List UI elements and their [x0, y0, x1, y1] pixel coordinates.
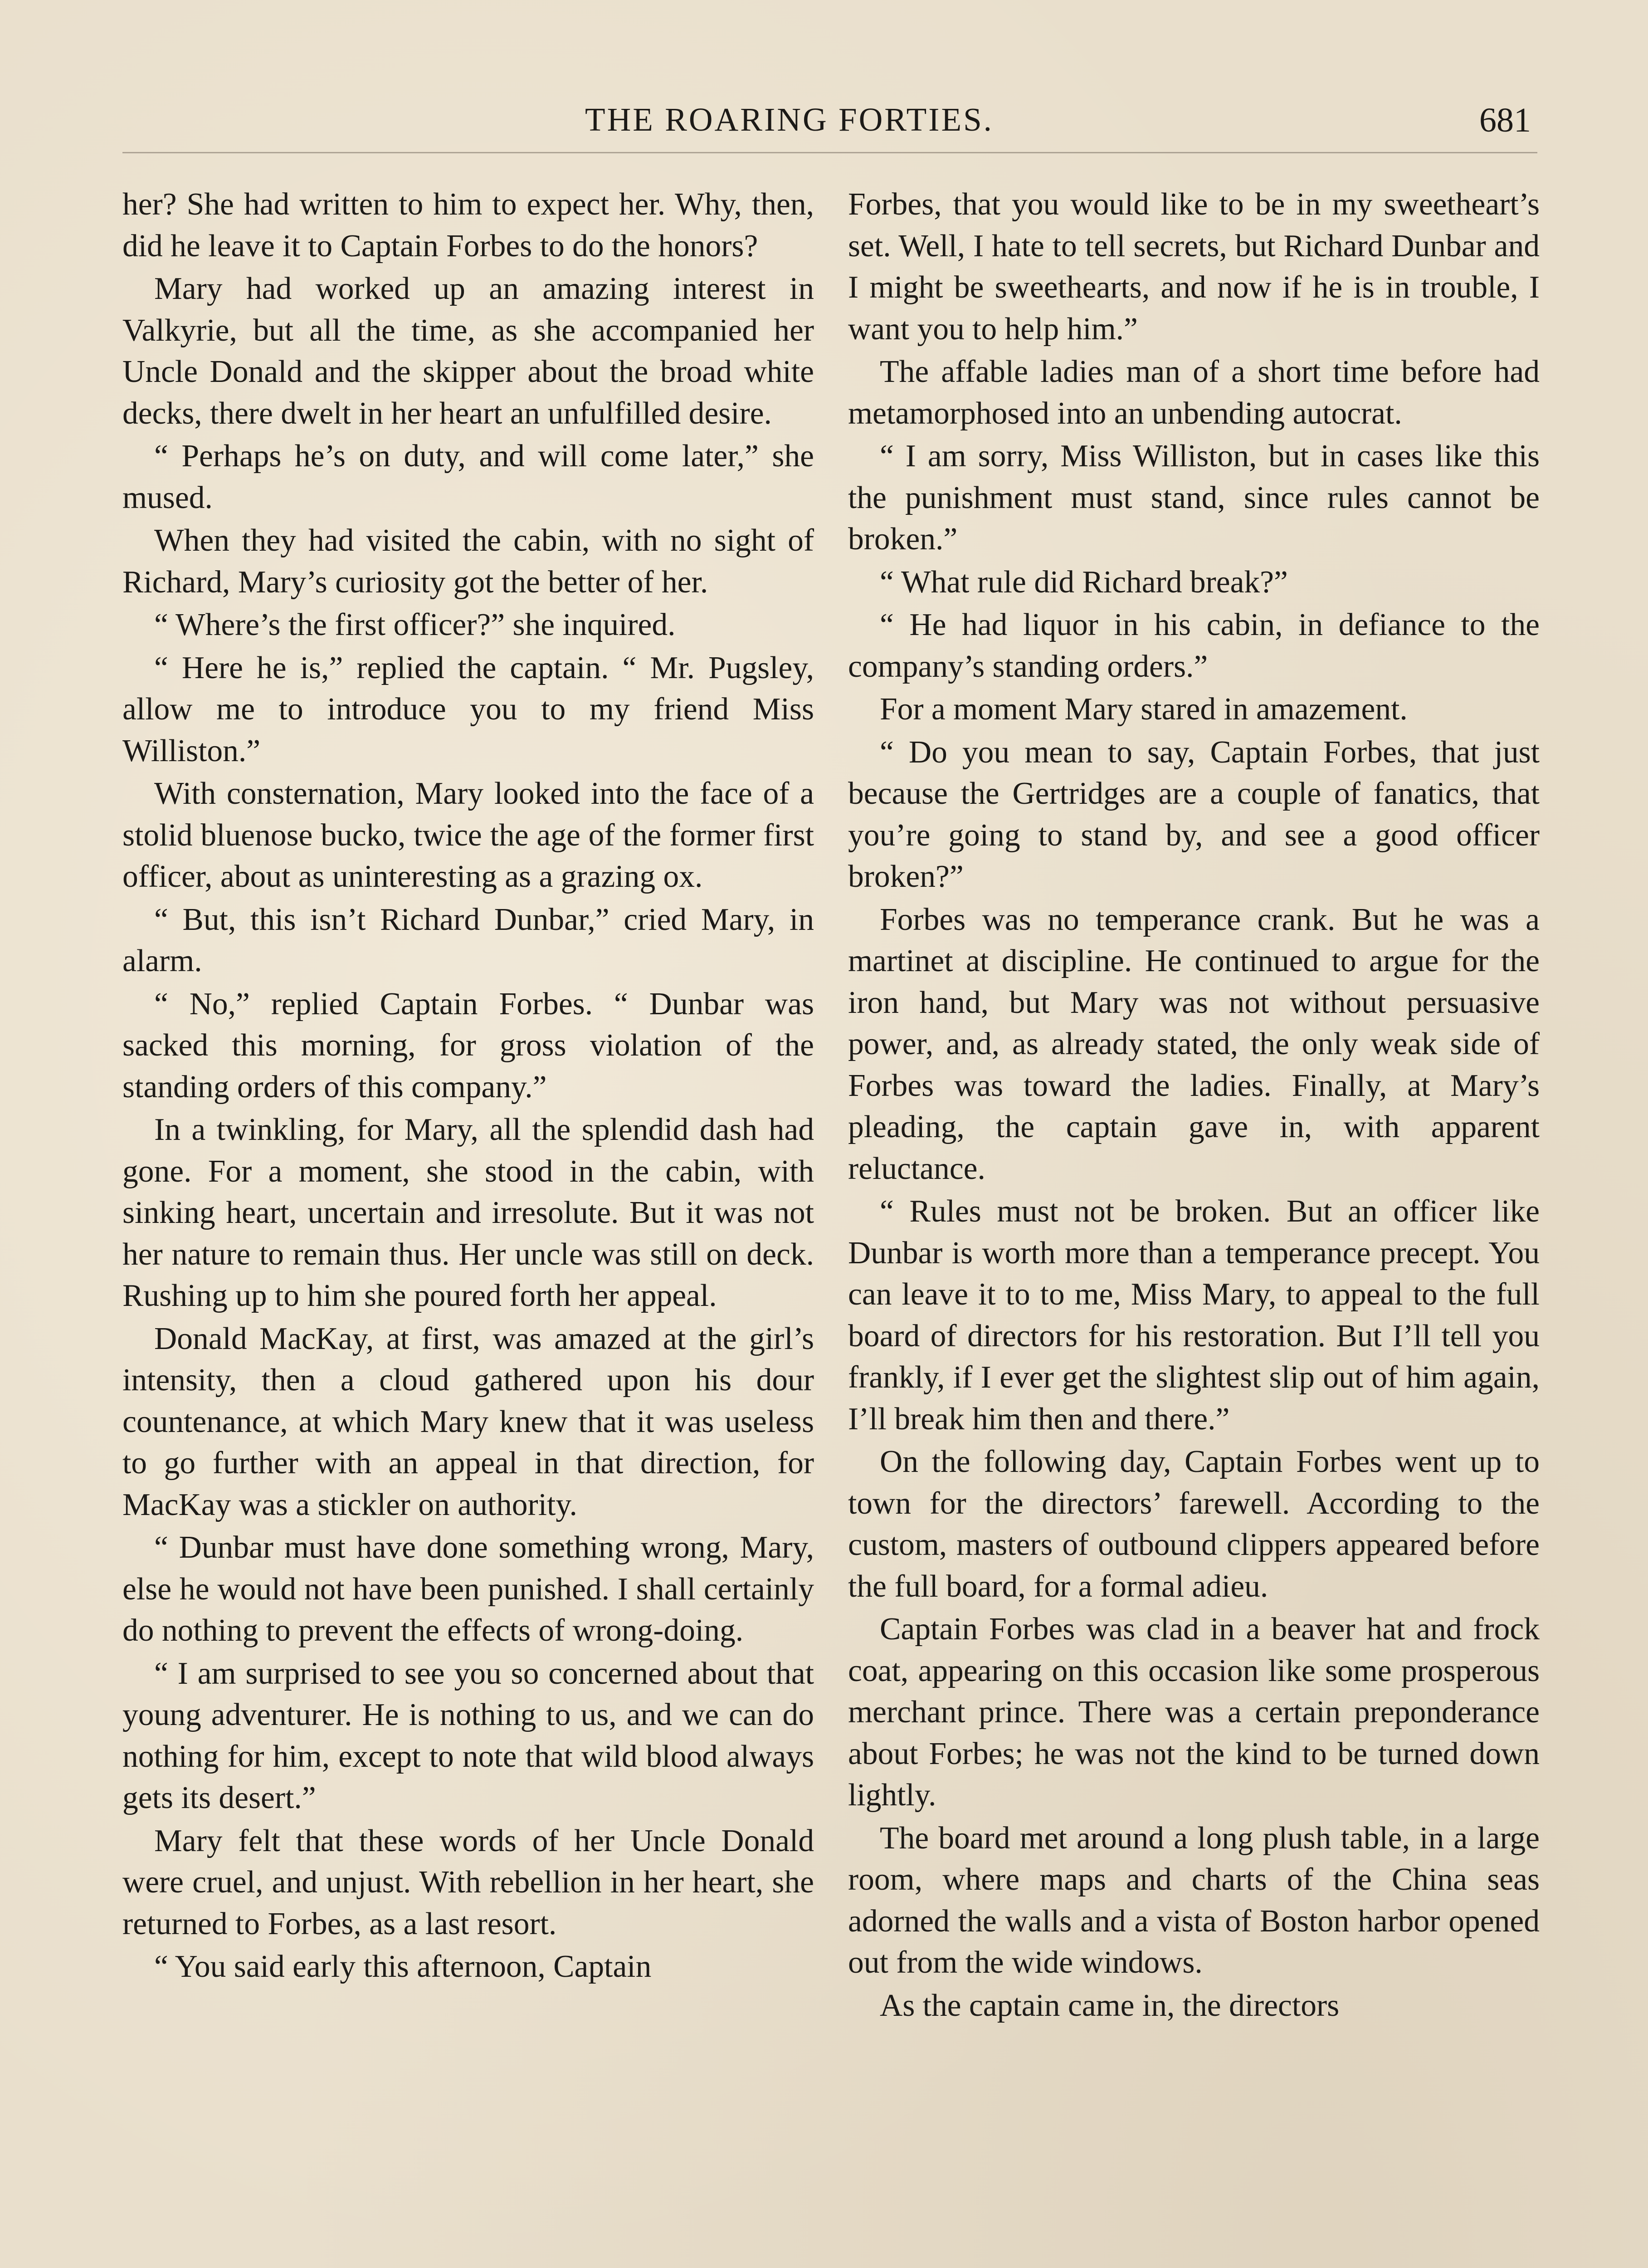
paragraph: Captain Forbes was clad in a beaver hat and frock coat, appearing on this occasion like some prosperous merchant prince. There was a certain preponderance about Forbes; he was not the kind to be turned down lightly. — [848, 1612, 1540, 1813]
paragraph: Forbes, that you would like to be in my sweetheart’s set. Well, I hate to tell secrets, but Richard Dunbar and I might be sweethearts, and now if he is in trouble, I want you to help him.” — [848, 187, 1540, 347]
paragraph: Forbes was no temperance crank. But he was a martinet at discipline. He continued to argue for the iron hand, but Mary was not without persuasive power, and, as already stated, the only weak side of Forbes was toward the ladies. Finally, at Mary’s pleading, the captain gave in, with apparent reluctance. — [848, 902, 1540, 1186]
paragraph: Donald MacKay, at first, was amazed at the girl’s intensity, then a cloud gathered upon his dour countenance, at which Mary knew that it was useless to go further with an appeal in that direction, for MacKay was a stickler on authority. — [122, 1321, 814, 1522]
paragraph: “ What rule did Richard break?” — [880, 564, 1288, 600]
paragraph: The affable ladies man of a short time before had metamorphosed into an unbending autocrat. — [848, 354, 1540, 431]
paragraph: The board met around a long plush table, in a large room, where maps and charts of the China seas adorned the walls and a vista of Boston harbor opened out from the wide windows. — [848, 1820, 1540, 1980]
right-column — [848, 184, 1540, 2028]
paragraph: Mary felt that these words of her Uncle Donald were cruel, and unjust. With rebellion in her heart, she returned to Forbes, as a last resort. — [122, 1823, 814, 1941]
paragraph: “ But, this isn’t Richard Dunbar,” cried Mary, in alarm. — [122, 902, 814, 978]
paragraph: For a moment Mary stared in amazement. — [880, 692, 1408, 727]
paragraph: “ He had liquor in his cabin, in defiance to the company’s standing orders.” — [848, 607, 1540, 684]
paragraph: “ Dunbar must have done something wrong, Mary, else he would not have been punished. I shall certainly do nothing to prevent the effects of wrong-doing. — [122, 1530, 814, 1648]
paragraph: “ Here he is,” replied the captain. “ Mr. Pugsley, allow me to introduce you to my friend Miss Williston.” — [122, 650, 814, 768]
paragraph: As the captain came in, the directors — [880, 1988, 1340, 2023]
paragraph: “ Do you mean to say, Captain Forbes, that just because the Gertridges are a couple of fanatics, that you’re going to stand by, and see a good officer broken?” — [848, 734, 1540, 894]
paragraph: “ I am sorry, Miss Williston, but in cases like this the punishment must stand, since rules cannot be broken.” — [848, 439, 1540, 557]
paragraph: When they had visited the cabin, with no sight of Richard, Mary’s curiosity got the better of her. — [122, 523, 814, 600]
page-number: 681 — [1479, 101, 1531, 139]
paragraph: In a twinkling, for Mary, all the splendid dash had gone. For a moment, she stood in the cabin, with sinking heart, uncertain and irresolute. But it was not her nature to remain thus. Her uncle was still on deck. Rushing up to him she poured forth her appeal. — [122, 1112, 814, 1313]
running-title: THE ROARING FORTIES. — [585, 101, 994, 138]
paragraph: On the following day, Captain Forbes went up to town for the directors’ farewell. According to the custom, masters of outbound clippers appeared before the full board, for a formal adieu. — [848, 1444, 1540, 1604]
paragraph: her? She had written to him to expect her. Why, then, did he leave it to Captain Forbes to do the honors? — [122, 187, 814, 264]
paragraph: “ Rules must not be broken. But an officer like Dunbar is worth more than a temperance precept. You can leave it to to me, Miss Mary, to appeal to the full board of directors for his restoration. But I’ll tell you frankly, if I ever get the slightest slip out of him again, I’ll break him then and there.” — [848, 1194, 1540, 1437]
paragraph: “ I am surprised to see you so concerned about that young adventurer. He is nothing to us, and we can do nothing for him, except to note that wild blood always gets its desert.” — [122, 1656, 814, 1815]
paragraph: Mary had worked up an amazing interest in Valkyrie, but all the time, as she accompanied her Uncle Donald and the skipper about the broad white decks, there dwelt in her heart an unfulfilled desire. — [122, 271, 814, 431]
paragraph: With consternation, Mary looked into the face of a stolid bluenose bucko, twice the age of the former first officer, about as uninteresting as a grazing ox. — [122, 776, 814, 894]
header-rule — [122, 152, 1537, 153]
left-column — [122, 184, 814, 1989]
paragraph: “ Where’s the first officer?” she inquired. — [154, 607, 676, 642]
paragraph: “ No,” replied Captain Forbes. “ Dunbar was sacked this morning, for gross violation of the standing orders of this company.” — [122, 986, 814, 1105]
paragraph: “ You said early this afternoon, Captain — [154, 1949, 652, 1984]
paragraph: “ Perhaps he’s on duty, and will come later,” she mused. — [122, 439, 814, 515]
